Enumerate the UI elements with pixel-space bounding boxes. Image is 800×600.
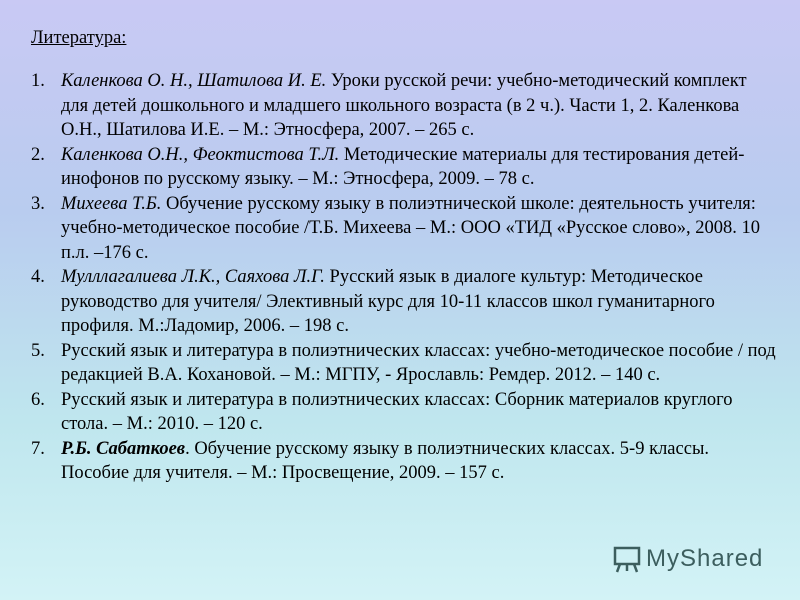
item-text: Русский язык и литература в полиэтнических классах: учебно-методическое пособие / под редакцией В.А. Кохановой. – М.: МГПУ, - Ярославль: Ремдер. 2012. – 140 с. (61, 340, 776, 385)
item-number: 2. (31, 144, 45, 165)
item-text: Обучение русскому языку в полиэтнической школе: деятельность учителя: учебно-методическое пособие /Т.Б. Михеева – М.: ООО «ТИД «Русское слово», 2008. 10 п.л. –176 с. (61, 193, 760, 263)
page-title: Литература: (31, 28, 127, 48)
item-number: 7. (31, 438, 45, 459)
item-number: 5. (31, 340, 45, 361)
list-item (31, 388, 776, 437)
list-item (31, 265, 776, 339)
item-author: Мулллагалиева Л.К., Саяхова Л.Г. (61, 267, 325, 287)
list-item (31, 143, 776, 192)
watermark-logo (612, 543, 767, 575)
slide-content (31, 26, 776, 486)
item-text: . Обучение русскому языку в полиэтнических классах. 5-9 классы. Пособие для учителя. – М.: Просвещение, 2009. – 157 с. (61, 438, 709, 483)
item-text: Уроки русской речи: учебно-методический комплект для детей дошкольного и младшего школьного возраста (в 2 ч.). Части 1, 2. Каленкова О.Н., Шатилова И.Е. – М.: Этносфера, 2007. – 265 с. (61, 71, 747, 140)
list-item (31, 69, 776, 143)
list-item (31, 437, 776, 486)
item-number: 4. (31, 267, 45, 287)
item-text: Методические материалы для тестирования детей-инофонов по русскому языку. – М.: Этносфера, 2009. – 78 с. (61, 144, 745, 189)
item-text: Русский язык и литература в полиэтнических классах: Сборник материалов круглого стола. – М.: 2010. – 120 с. (61, 389, 733, 434)
reference-list (31, 69, 776, 486)
item-author: Р.Б. Сабаткоев (61, 438, 186, 459)
item-number: 6. (31, 389, 45, 410)
item-author: Каленкова О. Н., Шатилова И. Е. (61, 71, 327, 91)
list-item (31, 339, 776, 388)
watermark-text: MyShared (646, 545, 764, 572)
item-number: 3. (31, 193, 45, 214)
list-item (31, 192, 776, 266)
item-number: 1. (31, 71, 45, 91)
item-author: Каленкова О.Н., Феоктистова Т.Л. (61, 144, 340, 165)
blackboard-icon (612, 544, 642, 574)
item-text: Русский язык в диалоге культур: Методическое руководство для учителя/ Элективный курс для 10-11 классов школ гуманитарного профиля. М.:Ладомир, 2006. – 198 с. (61, 267, 715, 336)
item-author: Михеева Т.Б. (61, 193, 162, 214)
